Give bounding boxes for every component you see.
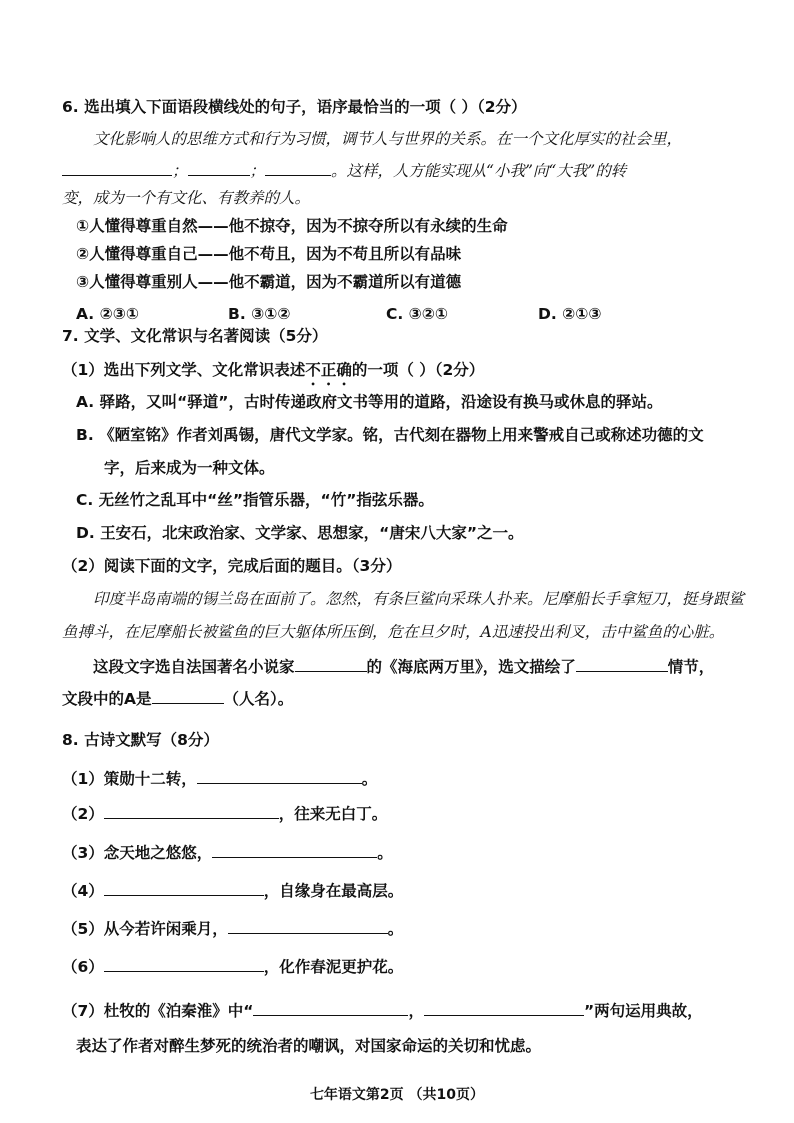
- q6-sep-2: ；: [249, 162, 266, 180]
- q6-sentence-1: ①人懂得尊重自然——他不掠夺，因为不掠夺所以有永续的生命: [76, 217, 508, 235]
- q8-item-7-line2: 表达了作者对醉生梦死的统治者的嘲讽，对国家命运的关切和忧虑。: [76, 1037, 542, 1055]
- q8-blank-3[interactable]: [212, 842, 377, 858]
- q6-option-b[interactable]: B. ③①②: [228, 305, 291, 323]
- q7-option-b-line2: 字，后来成为一种文体。: [104, 459, 275, 477]
- q6-para-tail: 。这样，人方能实现从“小我”向“大我”的转: [331, 162, 627, 180]
- q8-item-6-num: （6）: [62, 958, 104, 976]
- q8-item-2-text: ，往来无白丁。: [278, 805, 388, 823]
- q7-fill-text-b: 的《海底两万里》，选文描绘了: [366, 658, 576, 676]
- q7-passage-line2: 鱼搏斗，在尼摩船长被鲨鱼的巨大躯体所压倒，危在旦夕时，A迅速投出利叉，击中鲨鱼的心脏。: [62, 623, 725, 641]
- q8-item-1-end: 。: [361, 770, 378, 788]
- q8-item-6-text: ，化作春泥更护花。: [263, 958, 404, 976]
- q8-item-1: [62, 768, 377, 789]
- q8-blank-7b[interactable]: [424, 1000, 584, 1016]
- q8-blank-1[interactable]: [197, 768, 362, 784]
- q7-part1-text-a: （1）选出下列文学、文化常识表述: [62, 361, 306, 379]
- q6-paragraph-line2: [62, 160, 626, 181]
- q8-item-4-num: （4）: [62, 882, 104, 900]
- q8-blank-7a[interactable]: [253, 1000, 408, 1016]
- q8-item-3-end: 。: [377, 844, 393, 862]
- q8-title: 8. 古诗文默写（8分）: [62, 731, 219, 749]
- q7-part1-stem: [62, 360, 484, 380]
- q6-sentence-2: ②人懂得尊重自己——他不苟且，因为不苟且所以有品味: [76, 245, 462, 263]
- q7-part2-stem: （2）阅读下面的文字，完成后面的题目。（3分）: [62, 557, 402, 575]
- q6-paragraph-line3: 变，成为一个有文化、有教养的人。: [62, 189, 311, 207]
- q7-fill-line1: [93, 656, 714, 677]
- q8-item-5: [62, 918, 403, 939]
- q7-blank-plot[interactable]: [576, 656, 668, 672]
- q8-item-2: [62, 803, 387, 824]
- q7-option-b-line1[interactable]: B. 《陋室铭》作者刘禹锡，唐代文学家。铭，古代刻在器物上用来警戒自己或称述功德的文: [76, 426, 704, 444]
- q7-fill-text-a: 这段文字选自法国著名小说家: [93, 658, 295, 676]
- q8-blank-4[interactable]: [104, 880, 264, 896]
- q7-fill-text-d: 文段中的A是: [62, 690, 152, 708]
- q8-blank-2[interactable]: [104, 803, 279, 819]
- q7-option-a[interactable]: A. 驿路，又叫“驿道”，古时传递政府文书等用的道路，沿途设有换马或休息的驿站。: [76, 393, 663, 411]
- q8-blank-5[interactable]: [228, 918, 388, 934]
- page-footer: 七年语文第2页 （共10页）: [309, 1087, 485, 1103]
- q8-item-3: [62, 842, 393, 863]
- q6-paragraph-line1: 文化影响人的思维方式和行为习惯，调节人与世界的关系。在一个文化厚实的社会里，: [93, 130, 683, 148]
- q6-sep-1: ；: [172, 162, 188, 180]
- q7-blank-author[interactable]: [295, 656, 367, 672]
- q6-option-c[interactable]: C. ③②①: [386, 305, 449, 323]
- q8-item-5-text: （5）从今若许闲乘月，: [62, 920, 228, 938]
- q8-item-5-end: 。: [387, 920, 404, 938]
- q8-blank-6[interactable]: [104, 956, 264, 972]
- q7-option-d[interactable]: D. 王安石，北宋政治家、文学家、思想家，“唐宋八大家”之一。: [76, 524, 524, 542]
- q8-item-7-text-c: ”两句运用典故，: [584, 1002, 703, 1020]
- q7-title: 7. 文学、文化常识与名著阅读（5分）: [62, 327, 328, 345]
- q8-item-7-text-a: （7）杜牧的《泊秦淮》中“: [62, 1002, 254, 1020]
- q8-item-7: [62, 1000, 703, 1021]
- q8-item-6: [62, 956, 403, 977]
- q6-stem: 6. 选出填入下面语段横线处的句子，语序最恰当的一项（ ）（2分）: [62, 98, 527, 116]
- q7-option-c[interactable]: C. 无丝竹之乱耳中“丝”指管乐器，“竹”指弦乐器。: [76, 491, 434, 509]
- q8-item-1-text: （1）策勋十二转，: [62, 770, 197, 788]
- q6-option-d[interactable]: D. ②①③: [538, 305, 602, 323]
- q7-passage-line1: 印度半岛南端的锡兰岛在面前了。忽然，有条巨鲨向采珠人扑来。尼摩船长手拿短刀，挺身跟鲨: [93, 590, 745, 608]
- q6-sentence-3: ③人懂得尊重别人——他不霸道，因为不霸道所以有道德: [76, 273, 462, 291]
- q6-option-a[interactable]: A. ②③①: [76, 305, 139, 323]
- q6-blank-3[interactable]: [265, 160, 331, 176]
- q7-fill-text-c: 情节，: [667, 658, 715, 676]
- q8-item-4: [62, 880, 403, 901]
- q6-blank-1[interactable]: [62, 160, 172, 176]
- q8-item-3-text: （3）念天地之悠悠，: [62, 844, 213, 862]
- q8-item-2-num: （2）: [62, 805, 104, 823]
- q8-item-4-text: ，自缘身在最高层。: [263, 882, 404, 900]
- q7-fill-line2: [62, 688, 293, 709]
- q7-blank-name[interactable]: [152, 688, 224, 704]
- q6-blank-2[interactable]: [188, 160, 250, 176]
- q7-emphasis-char-2: 正: [320, 361, 337, 379]
- q7-emphasis-char-3: 确: [336, 361, 352, 379]
- q7-fill-text-e: （人名）。: [223, 690, 294, 708]
- q7-part1-text-b: 的一项（ ）（2分）: [351, 361, 485, 379]
- q8-item-7-comma: ，: [408, 1002, 424, 1020]
- q7-emphasis-char-1: 不: [305, 361, 321, 379]
